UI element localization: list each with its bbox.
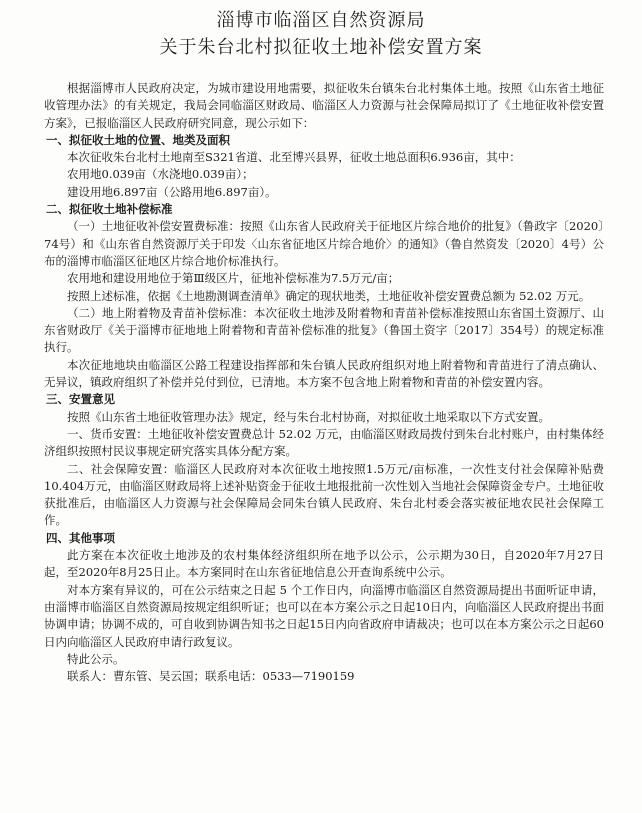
section-paragraph: 二、社会保障安置：临淄区人民政府对本次征收土地按照1.5万元/亩标准，一次性支付社会保障补贴费10.404万元，由临淄区财政局将上述补贴资金于征收土地报批前一次性划入当地社会保障资金专户。土地征收获批准后，由临淄区人力资源与社会保障局会同朱台镇人民政府、朱台北村委会落实被征地农民社会保障工作。	[44, 461, 604, 528]
section-heading: 三、安置意见	[46, 392, 115, 407]
section-paragraph: 本次征地地块由临淄区公路工程建设指挥部和朱台镇人民政府组织对地上附着物和青苗进行了清点确认、无异议，镇政府组织了补偿并兑付到位，已清地。本方案不包含地上附着物和青苗的补偿安置内容。	[44, 357, 604, 390]
section-paragraph: 本次征收朱台北村土地南至S321省道、北至博兴县界，征收土地总面积6.936亩，其中：	[67, 150, 521, 165]
section-heading: 四、其他事项	[46, 530, 115, 545]
section-other-matters	[44, 530, 604, 686]
document-title-line2: 关于朱台北村拟征收土地补偿安置方案	[159, 37, 483, 58]
section-resettlement	[44, 391, 604, 529]
document-body	[44, 80, 604, 685]
section-paragraph: （二）地上附着物及青苗补偿标准：本次征收土地涉及附着物和青苗补偿标准按照山东省国土资源厅、山东省财政厅《关于淄博市征地地上附着物和青苗补偿标准的批复》（鲁国土资字〔2017〕354号）的规定标准执行。	[44, 305, 604, 355]
section-paragraph: 农用地0.039亩（水浇地0.039亩）；	[67, 167, 254, 182]
section-paragraph: 按照上述标准，依据《土地勘测调查清单》确定的现状地类，土地征收补偿安置费总额为 52.02 万元。	[67, 288, 591, 303]
section-paragraph: 建设用地6.897亩（公路用地6.897亩）。	[67, 184, 277, 199]
section-heading: 二、拟征收土地补偿标准	[46, 202, 173, 217]
section-paragraph: （一）土地征收补偿安置费标准：按照《山东省人民政府关于征地区片综合地价的批复》（鲁政字〔2020〕74号）和《山东省自然资源厅关于印发〈山东省征地区片综合地价〉的通知》（鲁自然资发〔2020〕4号）公布的淄博市临淄区征地区片综合地价标准执行。	[44, 219, 604, 268]
section-paragraph: 按照《山东省土地征收管理办法》规定，经与朱台北村协商，对拟征收土地采取以下方式安置。	[67, 409, 550, 424]
closing-line: 特此公示。	[67, 651, 125, 666]
section-paragraph: 一、货币安置：土地征收补偿安置费总计 52.02 万元，由临淄区财政局拨付到朱台北村账户，由村集体经济组织按照村民议事规定研究落实具体分配方案。	[44, 426, 604, 459]
section-paragraph: 此方案在本次征收土地涉及的农村集体经济组织所在地予以公示，公示期为30日，自2020年7月27日起，至2020年8月25日止。本方案同时在山东省征地信息公开查询系统中公示。	[44, 548, 604, 580]
section-compensation-standard	[44, 201, 604, 391]
intro-paragraph: 根据淄博市人民政府决定，为城市建设用地需要，拟征收朱台镇朱台北村集体土地。按照《山东省土地征收管理办法》的有关规定，我局会同临淄区财政局、临淄区人力资源与社会保障局拟订了《土地征收补偿安置方案》，已报临淄区人民政府研究同意，现公示如下：	[44, 81, 604, 130]
section-location	[44, 132, 604, 201]
document-title-line1: 淄博市临淄区自然资源局	[216, 10, 426, 31]
section-heading: 一、拟征收土地的位置、地类及面积	[46, 132, 230, 147]
section-paragraph: 对本方案有异议的，可在公示结束之日起 5 个工作日内，向淄博市临淄区自然资源局提出书面听证申请，由淄博市临淄区自然资源局按规定组织听证；也可以在本方案公示之日起10日内，向临淄区人民政府提出书面协调申请；协调不成的，可自收到协调告知书之日起15日内向省政府申请裁决；也可以在本方案公示之日起60日内向临淄区人民政府申请行政复议。	[44, 582, 604, 649]
contact-line: 联系人：曹东管、吴云国；联系电话：0533—7190159	[67, 669, 355, 684]
section-paragraph: 农用地和建设用地位于第Ⅲ级区片，征地补偿标准为7.5万元/亩；	[67, 271, 400, 286]
